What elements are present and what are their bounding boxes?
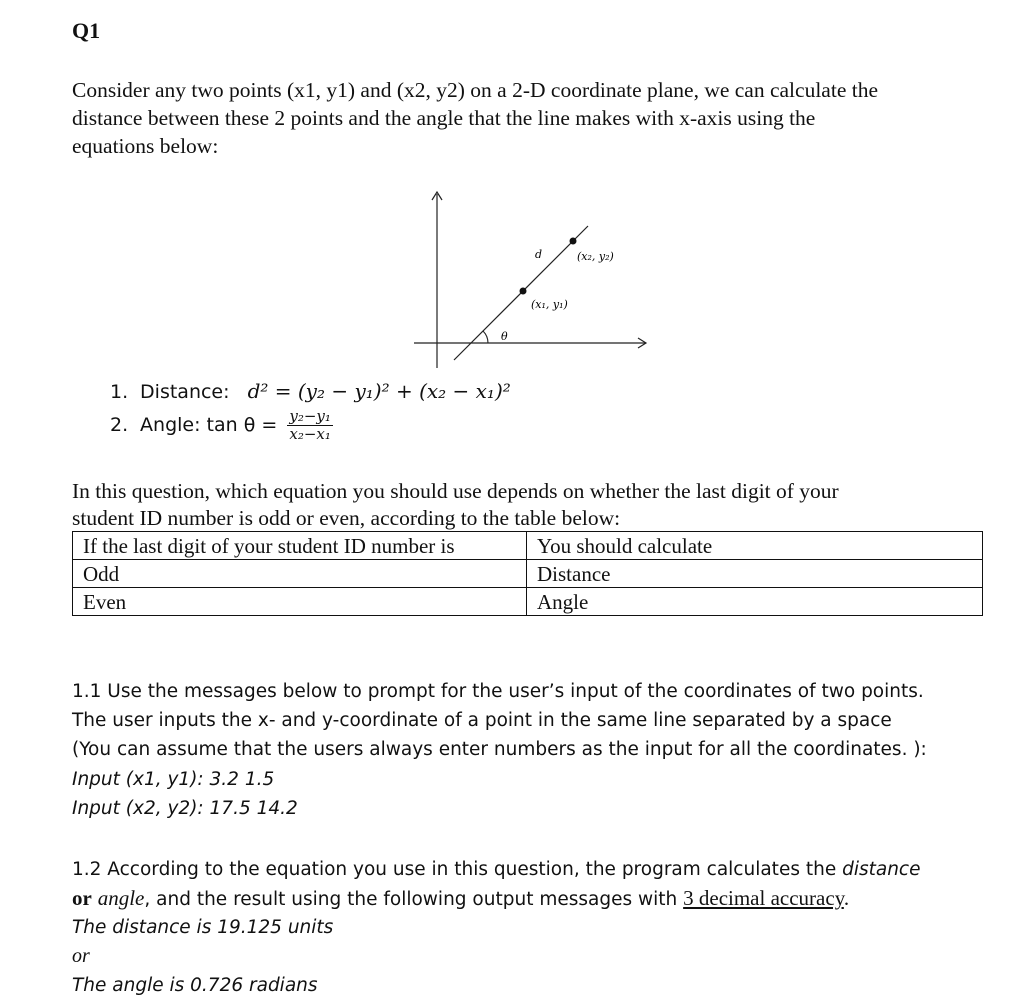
section-1-1-line-1: 1.1 Use the messages below to prompt for the user’s input of the coordinates of two points. — [72, 681, 924, 702]
point-2 — [570, 238, 577, 245]
table-cell: Distance — [527, 560, 983, 588]
table-row — [73, 588, 983, 616]
intro-line-3: equations below: — [72, 134, 219, 158]
angle-word: angle — [97, 886, 145, 910]
angle-arc — [483, 331, 488, 343]
intro-line-1: Consider any two points (x1, y1) and (x2, y2) on a 2-D coordinate plane, we can calculate the — [72, 78, 878, 102]
equation-number: 1. — [110, 381, 129, 403]
input-prompt-2: Input (x2, y2): 17.5 14.2 — [72, 798, 298, 819]
question-title: Q1 — [72, 18, 101, 43]
table-header-cell: If the last digit of your student ID number is — [73, 532, 527, 560]
instruction-line-2: student ID number is odd or even, according to the table below: — [72, 506, 621, 530]
equation-distance — [110, 379, 511, 403]
fraction-denominator: x₂−x₁ — [289, 425, 331, 443]
coordinate-diagram — [380, 180, 680, 380]
or-label: or — [72, 945, 90, 967]
section-1-2-text: , and the result using the following output messages with — [144, 889, 684, 910]
label-d: d — [535, 248, 543, 261]
table-row — [73, 560, 983, 588]
table-header-row — [73, 532, 983, 560]
equation-angle — [110, 408, 333, 443]
equation-label: Distance: — [140, 381, 230, 403]
angle-fraction — [287, 408, 333, 443]
table-cell: Odd — [73, 560, 527, 588]
table-cell: Angle — [527, 588, 983, 616]
output-angle: The angle is 0.726 radians — [72, 975, 318, 996]
distance-word: distance — [842, 859, 921, 880]
instruction-line-1: In this question, which equation you should use depends on whether the last digit of your — [72, 479, 839, 503]
label-theta: θ — [501, 330, 508, 343]
section-1-1-line-3: (You can assume that the users always enter numbers as the input for all the coordinates. ): — [72, 739, 927, 760]
intro-line-2: distance between these 2 points and the angle that the line makes with x-axis using the — [72, 106, 816, 130]
table-cell: Even — [73, 588, 527, 616]
section-1-2-line-1 — [72, 855, 920, 884]
digit-table — [72, 531, 983, 616]
section-1-1-line-2: The user inputs the x- and y-coordinate of a point in the same line separated by a space — [72, 710, 892, 731]
or-word: or — [72, 886, 92, 910]
table-header-cell: You should calculate — [527, 532, 983, 560]
output-distance: The distance is 19.125 units — [72, 917, 334, 938]
label-point-1: (x₁, y₁) — [531, 298, 568, 311]
point-1 — [520, 288, 527, 295]
section-1-2-text: 1.2 According to the equation you use in this question, the program calculates the — [72, 859, 843, 880]
distance-formula: d² = (y₂ − y₁)² + (x₂ − x₁)² — [247, 379, 511, 403]
equation-number: 2. — [110, 414, 129, 436]
section-1-2-line-2 — [72, 884, 849, 914]
fraction-numerator: y₂−y₁ — [289, 407, 331, 425]
input-prompt-1: Input (x1, y1): 3.2 1.5 — [72, 769, 275, 790]
decimal-accuracy: 3 decimal accuracy — [683, 886, 844, 910]
period: . — [843, 886, 850, 910]
label-point-2: (x₂, y₂) — [577, 250, 614, 263]
equation-label: Angle: tan θ = — [140, 414, 278, 436]
